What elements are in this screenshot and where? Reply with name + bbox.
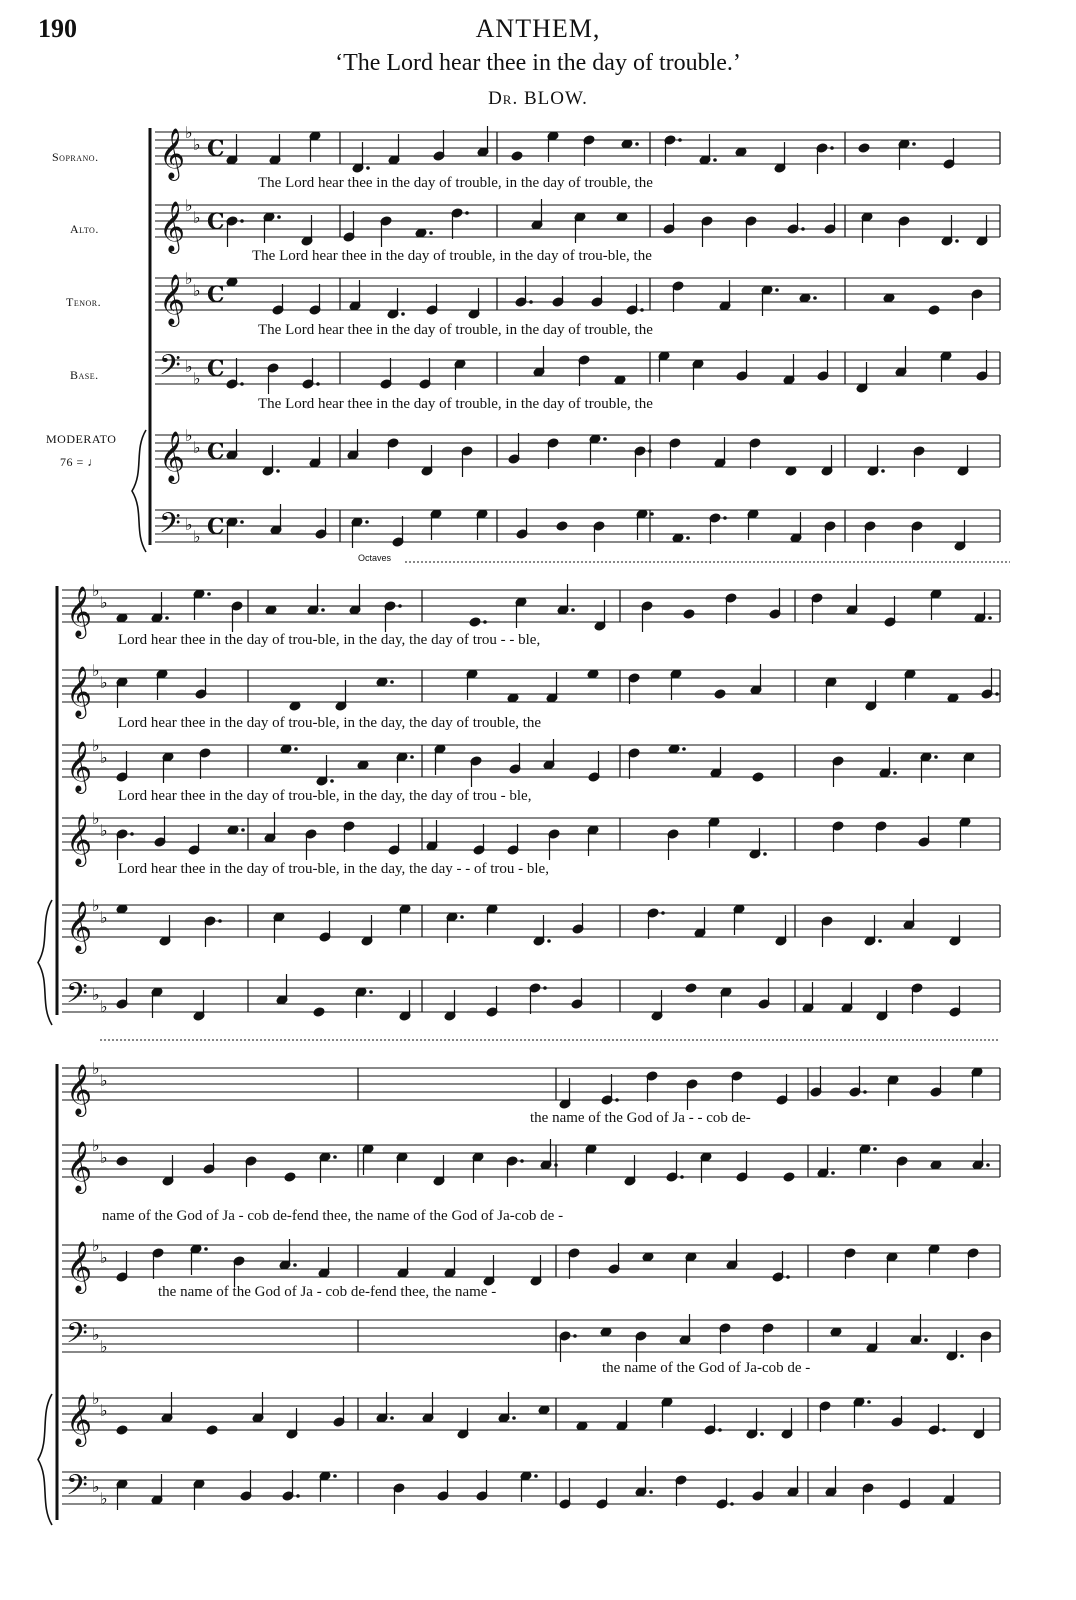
common-time-icon: C bbox=[207, 282, 225, 308]
flat-sign-icon: ♭ bbox=[100, 593, 108, 612]
note-head bbox=[206, 1425, 218, 1435]
dot-mark bbox=[316, 382, 320, 386]
dot-mark bbox=[682, 747, 686, 751]
lyrics-s3-alto: name of the God of Ja - cob de-fend thee, the name of the God of Ja-cob de - bbox=[102, 1208, 564, 1224]
dot-mark bbox=[429, 231, 433, 235]
dot-mark bbox=[730, 1502, 734, 1506]
dot-mark bbox=[571, 608, 575, 612]
dot-mark bbox=[240, 219, 244, 223]
dot-mark bbox=[893, 771, 897, 775]
flat-sign-icon: ♭ bbox=[193, 527, 201, 546]
dot-mark bbox=[723, 516, 727, 520]
note-head bbox=[685, 983, 697, 993]
dot-mark bbox=[661, 911, 665, 915]
dot-mark bbox=[934, 755, 938, 759]
dot-mark bbox=[294, 747, 298, 751]
dot-mark bbox=[830, 146, 834, 150]
dot-mark bbox=[390, 680, 394, 684]
flat-sign-icon: ♭ bbox=[193, 208, 201, 227]
dot-mark bbox=[207, 592, 211, 596]
flat-sign-icon: ♭ bbox=[100, 748, 108, 767]
voice-label-soprano: Soprano. bbox=[52, 150, 99, 164]
flat-sign-icon: ♭ bbox=[185, 357, 193, 376]
flat-sign-icon: ♭ bbox=[92, 985, 100, 1004]
flat-sign-icon: ♭ bbox=[185, 515, 193, 534]
dot-mark bbox=[831, 1171, 835, 1175]
note-head bbox=[752, 772, 764, 782]
dot-mark bbox=[296, 1494, 300, 1498]
dot-mark bbox=[760, 1432, 764, 1436]
piano-brace bbox=[38, 1394, 52, 1525]
metronome-marking: 76 = ♩ bbox=[60, 455, 100, 469]
note-head bbox=[313, 1007, 325, 1017]
dot-mark bbox=[718, 1428, 722, 1432]
flat-sign-icon: ♭ bbox=[193, 281, 201, 300]
flat-sign-icon: ♭ bbox=[92, 661, 100, 680]
flat-sign-icon: ♭ bbox=[92, 809, 100, 828]
treble-clef-icon: 𝄞 bbox=[159, 128, 186, 179]
dot-mark bbox=[988, 616, 992, 620]
note-head bbox=[714, 689, 726, 699]
common-time-icon: C bbox=[207, 136, 225, 162]
dot-mark bbox=[686, 536, 690, 540]
treble-clef-icon: 𝄞 bbox=[159, 431, 186, 482]
flat-sign-icon: ♭ bbox=[185, 123, 193, 142]
flat-sign-icon: ♭ bbox=[100, 1248, 108, 1267]
flat-sign-icon: ♭ bbox=[193, 438, 201, 457]
lyrics-s2-tenor: Lord hear thee in the day of trou-ble, in the day, the day of trou - ble, bbox=[118, 788, 532, 804]
voice-label-alto: Alto. bbox=[70, 222, 99, 236]
dot-mark bbox=[801, 227, 805, 231]
dot-mark bbox=[534, 1474, 538, 1478]
dot-mark bbox=[878, 939, 882, 943]
flat-sign-icon: ♭ bbox=[100, 908, 108, 927]
anthem-title: ANTHEM, bbox=[475, 14, 601, 43]
lyrics-s3-soprano: the name of the God of Ja - - cob de- bbox=[530, 1110, 751, 1126]
note-head bbox=[116, 1156, 128, 1166]
flat-sign-icon: ♭ bbox=[92, 1059, 100, 1078]
treble-clef-icon: 𝄞 bbox=[66, 901, 93, 952]
treble-clef-icon: 𝄞 bbox=[66, 586, 93, 637]
flat-sign-icon: ♭ bbox=[100, 1401, 108, 1420]
dot-mark bbox=[240, 382, 244, 386]
dot-mark bbox=[649, 1490, 653, 1494]
lyrics-s2-soprano: Lord hear thee in the day of trou-ble, in the day, the day of trou - - ble, bbox=[118, 632, 541, 648]
dot-mark bbox=[942, 1428, 946, 1432]
dot-mark bbox=[410, 755, 414, 759]
dot-mark bbox=[218, 919, 222, 923]
voice-label-tenor: Tenor. bbox=[66, 295, 102, 309]
note-head bbox=[683, 609, 695, 619]
dot-mark bbox=[365, 520, 369, 524]
voice-label-base: Base. bbox=[70, 368, 99, 382]
dot-mark bbox=[390, 1416, 394, 1420]
dot-mark bbox=[955, 239, 959, 243]
treble-clef-icon: 𝄞 bbox=[66, 1141, 93, 1192]
page-number: 190 bbox=[38, 14, 77, 43]
dot-mark bbox=[366, 166, 370, 170]
dot-mark bbox=[995, 692, 999, 696]
flat-sign-icon: ♭ bbox=[100, 1148, 108, 1167]
dot-mark bbox=[640, 308, 644, 312]
note-head bbox=[858, 143, 870, 153]
note-head bbox=[116, 1425, 128, 1435]
dot-mark bbox=[912, 142, 916, 146]
dot-mark bbox=[615, 1098, 619, 1102]
dot-mark bbox=[680, 1175, 684, 1179]
dot-mark bbox=[873, 1147, 877, 1151]
dot-mark bbox=[529, 300, 533, 304]
common-time-icon: C bbox=[207, 209, 225, 235]
dot-mark bbox=[277, 215, 281, 219]
treble-clef-icon: 𝄞 bbox=[159, 201, 186, 252]
flat-sign-icon: ♭ bbox=[100, 673, 108, 692]
flat-sign-icon: ♭ bbox=[92, 581, 100, 600]
flat-sign-icon: ♭ bbox=[92, 1389, 100, 1408]
dot-mark bbox=[333, 1155, 337, 1159]
dot-mark bbox=[763, 852, 767, 856]
dot-mark bbox=[276, 469, 280, 473]
dot-mark bbox=[483, 620, 487, 624]
bass-clef-icon: 𝄢 bbox=[66, 1317, 88, 1357]
flat-sign-icon: ♭ bbox=[185, 426, 193, 445]
flat-sign-icon: ♭ bbox=[185, 269, 193, 288]
treble-clef-icon: 𝄞 bbox=[66, 1064, 93, 1115]
dot-mark bbox=[543, 986, 547, 990]
treble-clef-icon: 𝄞 bbox=[66, 666, 93, 717]
treble-clef-icon: 𝄞 bbox=[66, 741, 93, 792]
flat-sign-icon: ♭ bbox=[92, 896, 100, 915]
flat-sign-icon: ♭ bbox=[185, 196, 193, 215]
flat-sign-icon: ♭ bbox=[193, 369, 201, 388]
note-head bbox=[511, 151, 523, 161]
flat-sign-icon: ♭ bbox=[92, 1477, 100, 1496]
treble-clef-icon: 𝄞 bbox=[159, 274, 186, 325]
common-time-icon: C bbox=[207, 356, 225, 382]
dot-mark bbox=[813, 296, 817, 300]
note-head bbox=[556, 521, 568, 531]
common-time-icon: C bbox=[207, 514, 225, 540]
lyrics-s3-base: the name of the God of Ja-cob de - bbox=[602, 1360, 811, 1376]
anthem-subtitle: ‘The Lord hear thee in the day of trouble.’ bbox=[335, 50, 741, 76]
dot-mark bbox=[520, 1159, 524, 1163]
flat-sign-icon: ♭ bbox=[92, 1325, 100, 1344]
dot-mark bbox=[204, 1247, 208, 1251]
dot-mark bbox=[603, 437, 607, 441]
bass-clef-icon: 𝄢 bbox=[159, 507, 181, 547]
flat-sign-icon: ♭ bbox=[92, 1136, 100, 1155]
bass-clef-icon: 𝄢 bbox=[159, 349, 181, 389]
dot-mark bbox=[678, 138, 682, 142]
dot-mark bbox=[460, 915, 464, 919]
dot-mark bbox=[240, 520, 244, 524]
dot-mark bbox=[650, 512, 654, 516]
dot-mark bbox=[924, 1338, 928, 1342]
dot-mark bbox=[241, 828, 245, 832]
dot-mark bbox=[881, 469, 885, 473]
dot-mark bbox=[986, 1163, 990, 1167]
lyrics-s1-alto: The Lord hear thee in the day of trouble, in the day of trou-ble, the bbox=[252, 248, 652, 264]
dot-mark bbox=[960, 1354, 964, 1358]
bass-clef-icon: 𝄢 bbox=[66, 1469, 88, 1509]
lyrics-s3-tenor: the name of the God of Ja - cob de-fend thee, the name - bbox=[158, 1284, 497, 1300]
dot-mark bbox=[635, 142, 639, 146]
treble-clef-icon: 𝄞 bbox=[66, 814, 93, 865]
treble-clef-icon: 𝄞 bbox=[66, 1241, 93, 1292]
flat-sign-icon: ♭ bbox=[100, 1071, 108, 1090]
dot-mark bbox=[333, 1474, 337, 1478]
dot-mark bbox=[573, 1334, 577, 1338]
flat-sign-icon: ♭ bbox=[92, 736, 100, 755]
note-head bbox=[284, 1172, 296, 1182]
piano-brace bbox=[38, 900, 52, 1025]
dot-mark bbox=[398, 604, 402, 608]
flat-sign-icon: ♭ bbox=[100, 821, 108, 840]
lyrics-s1-base: The Lord hear thee in the day of trouble, in the day of trouble, the bbox=[258, 396, 653, 412]
lyrics-s2-base: Lord hear thee in the day of trou-ble, in the day, the day - - of trou - ble, bbox=[118, 861, 549, 877]
lyrics-s1-tenor: The Lord hear thee in the day of trouble, in the day of trouble, the bbox=[258, 322, 653, 338]
note-head bbox=[469, 617, 481, 627]
note-head bbox=[928, 305, 940, 315]
tempo-marking: MODERATO bbox=[46, 432, 117, 446]
flat-sign-icon: ♭ bbox=[92, 1236, 100, 1255]
dot-mark bbox=[130, 832, 134, 836]
dot-mark bbox=[867, 1400, 871, 1404]
lyrics-s1-soprano: The Lord hear thee in the day of trouble, in the day of trouble, the bbox=[258, 175, 653, 191]
lyrics-s2-alto: Lord hear thee in the day of trou-ble, in the day, the day of trouble, the bbox=[118, 715, 542, 731]
dot-mark bbox=[648, 449, 652, 453]
dot-mark bbox=[321, 608, 325, 612]
flat-sign-icon: ♭ bbox=[100, 997, 108, 1016]
treble-clef-icon: 𝄞 bbox=[66, 1394, 93, 1445]
dot-mark bbox=[465, 211, 469, 215]
octaves-label: Octaves bbox=[358, 553, 392, 563]
flat-sign-icon: ♭ bbox=[100, 1337, 108, 1356]
common-time-icon: C bbox=[207, 439, 225, 465]
flat-sign-icon: ♭ bbox=[193, 135, 201, 154]
dot-mark bbox=[512, 1416, 516, 1420]
dot-mark bbox=[369, 990, 373, 994]
piano-brace bbox=[132, 430, 146, 552]
dot-mark bbox=[165, 616, 169, 620]
dot-mark bbox=[775, 288, 779, 292]
dot-mark bbox=[401, 312, 405, 316]
dot-mark bbox=[330, 779, 334, 783]
dot-mark bbox=[547, 939, 551, 943]
dot-mark bbox=[713, 158, 717, 162]
flat-sign-icon: ♭ bbox=[100, 1489, 108, 1508]
dot-mark bbox=[786, 1275, 790, 1279]
dot-mark bbox=[863, 1090, 867, 1094]
note-head bbox=[783, 1172, 795, 1182]
composer-name: Dr. BLOW. bbox=[488, 88, 588, 109]
bass-clef-icon: 𝄢 bbox=[66, 977, 88, 1017]
dot-mark bbox=[554, 1163, 558, 1167]
dot-mark bbox=[293, 1263, 297, 1267]
